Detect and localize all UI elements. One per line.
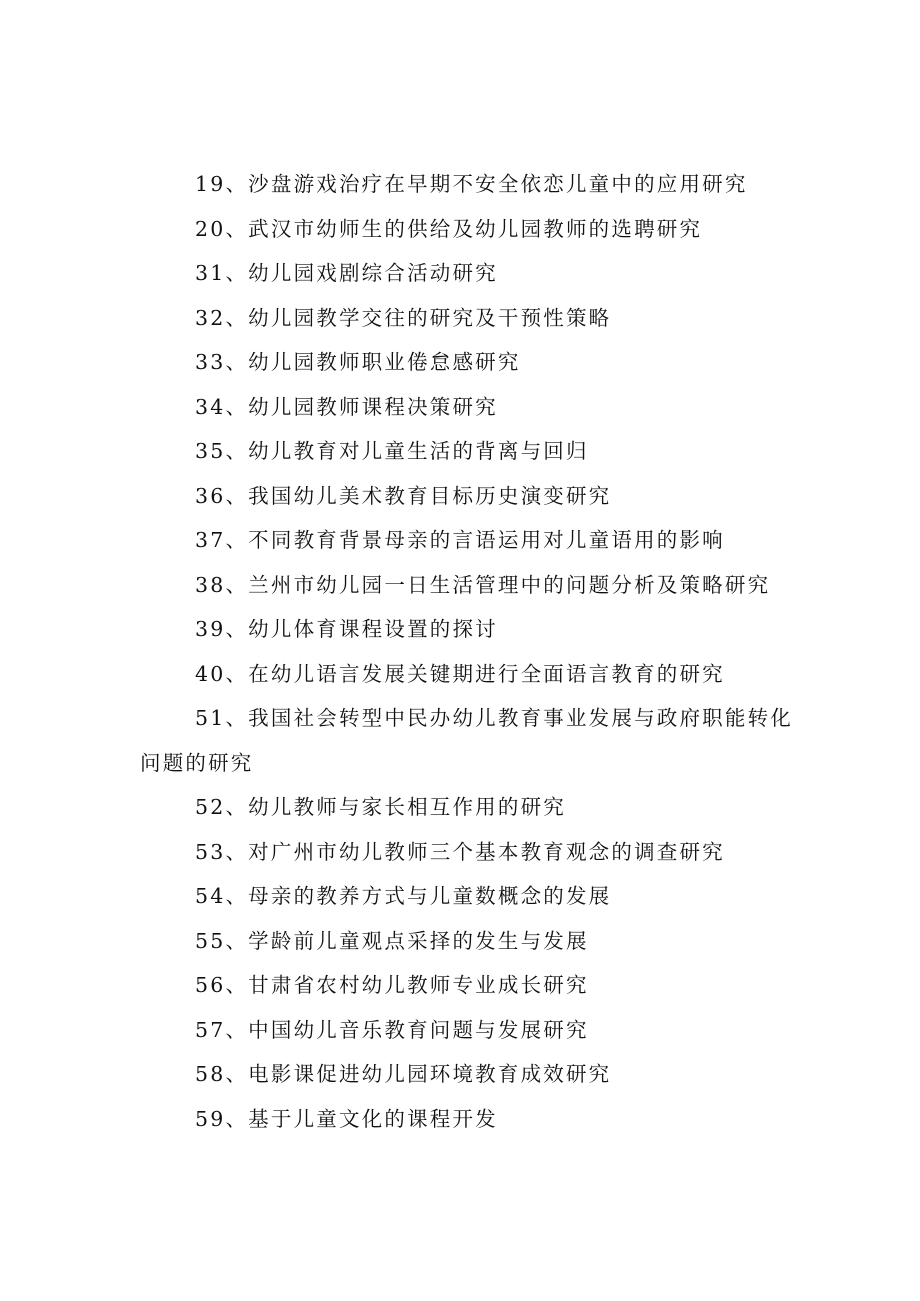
list-item: 51、我国社会转型中民办幼儿教育事业发展与政府职能转化问题的研究: [140, 706, 793, 775]
list-item: 59、基于儿童文化的课程开发: [195, 1106, 498, 1131]
list-item: 36、我国幼儿美术教育目标历史演变研究: [195, 483, 612, 508]
list-item: 33、幼儿园教师职业倦怠感研究: [195, 350, 521, 374]
list-item: 35、幼儿教育对儿童生活的背离与回归: [195, 439, 589, 463]
list-item: 54、母亲的教养方式与儿童数概念的发展: [195, 884, 612, 908]
topic-list: [140, 162, 805, 1141]
list-item: 38、兰州市幼儿园一日生活管理中的问题分析及策略研究: [195, 572, 771, 597]
list-item: 57、中国幼儿音乐教育问题与发展研究: [195, 1017, 589, 1042]
list-item: 53、对广州市幼儿教师三个基本教育观念的调查研究: [195, 839, 725, 864]
list-item: 58、电影课促进幼儿园环境教育成效研究: [195, 1062, 612, 1086]
list-item: 52、幼儿教师与家长相互作用的研究: [195, 795, 566, 819]
list-item: 39、幼儿体育课程设置的探讨: [195, 617, 498, 641]
list-item: 37、不同教育背景母亲的言语运用对儿童语用的影响: [195, 528, 725, 552]
list-item: 34、幼儿园教师课程决策研究: [195, 394, 498, 419]
list-item: 31、幼儿园戏剧综合活动研究: [195, 261, 498, 285]
list-item: 20、武汉市幼师生的供给及幼儿园教师的选聘研究: [195, 216, 703, 241]
list-item: 55、学龄前儿童观点采择的发生与发展: [195, 928, 589, 953]
list-item: 40、在幼儿语言发展关键期进行全面语言教育的研究: [195, 661, 725, 686]
list-item: 56、甘肃省农村幼儿教师专业成长研究: [195, 973, 589, 997]
list-item: 19、沙盘游戏治疗在早期不安全依恋儿童中的应用研究: [195, 172, 748, 196]
list-item: 32、幼儿园教学交往的研究及干预性策略: [195, 305, 612, 330]
